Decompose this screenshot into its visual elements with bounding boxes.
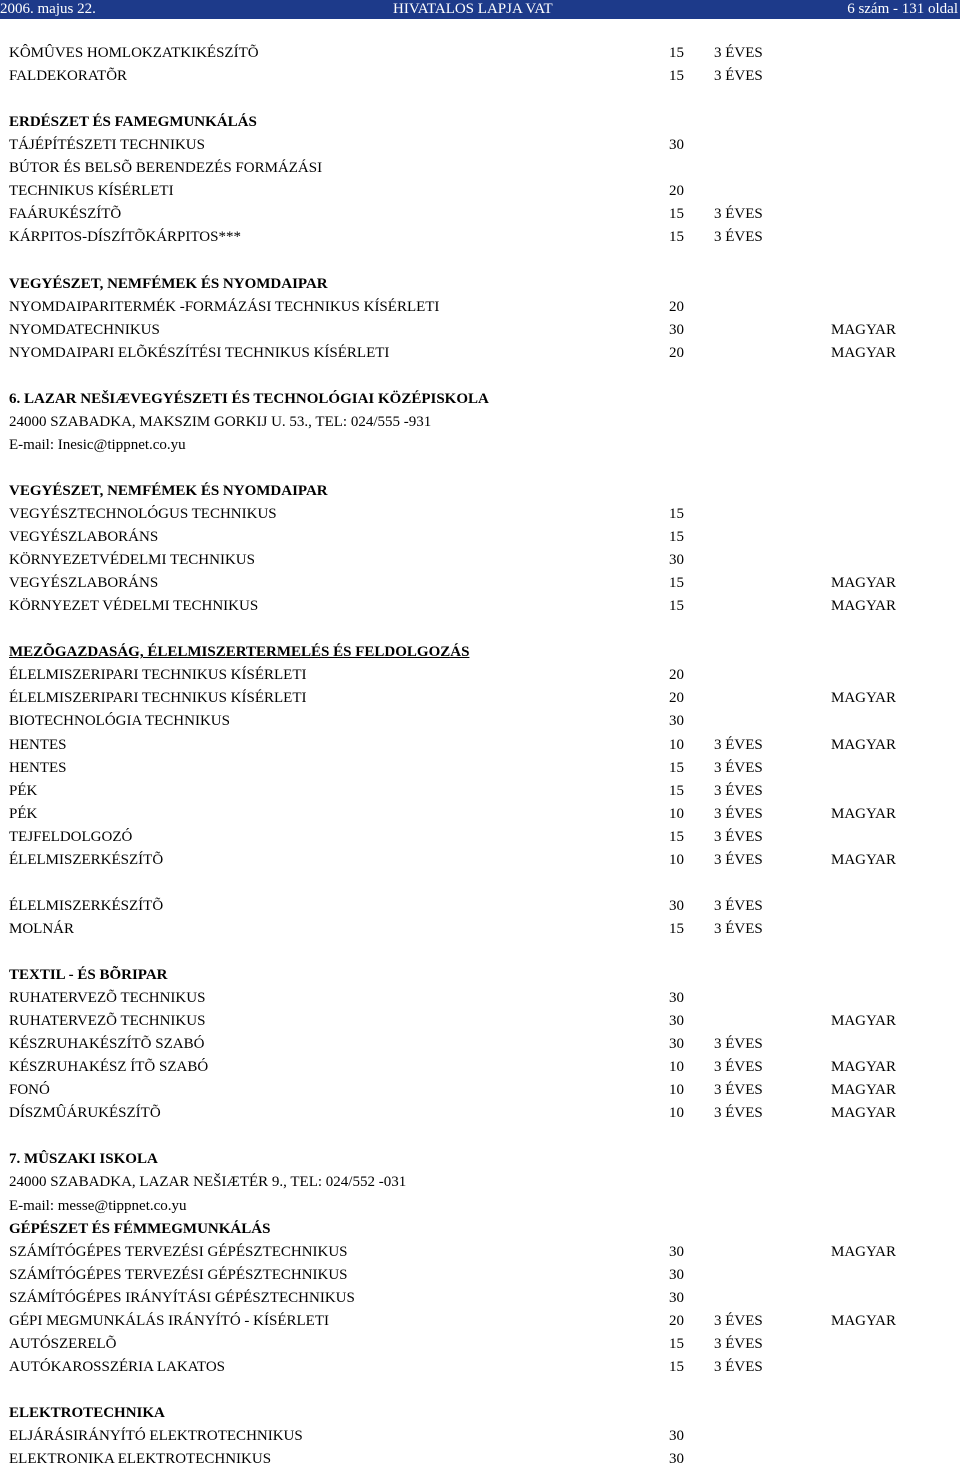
- program-name: ELEKTRONIKA ELEKTROTECHNIKUS: [9, 1451, 272, 1467]
- program-duration: 3 ÉVES: [714, 897, 763, 914]
- program-count: 30: [669, 321, 684, 338]
- program-name: MOLNÁR: [9, 920, 75, 937]
- program-name: ÉLELMISZERKÉSZÍTÕ: [9, 897, 164, 914]
- program-name: TECHNIKUS KÍSÉRLETI: [9, 183, 174, 200]
- program-name: TEJFELDOLGOZÓ: [9, 828, 133, 845]
- list-item: [0, 1333, 960, 1355]
- program-name: AUTÓSZERELÕ: [9, 1335, 117, 1352]
- list-item: [0, 342, 960, 364]
- section-heading: [0, 1218, 960, 1240]
- program-language: MAGYAR: [831, 736, 897, 753]
- program-language: MAGYAR: [831, 851, 897, 868]
- list-item: [0, 1195, 960, 1217]
- program-language: MAGYAR: [831, 690, 897, 707]
- list-item: [0, 503, 960, 525]
- program-count: 30: [669, 1428, 684, 1444]
- program-count: 15: [669, 206, 684, 223]
- list-item: [0, 157, 960, 179]
- list-item: [0, 987, 960, 1009]
- list-item: [0, 1241, 960, 1263]
- program-duration: 3 ÉVES: [714, 805, 763, 822]
- section-title: ERDÉSZET ÉS FAMEGMUNKÁLÁS: [9, 114, 257, 131]
- program-count: 30: [669, 552, 684, 569]
- list-item: [0, 434, 960, 456]
- program-name: PÉK: [9, 782, 38, 799]
- section-title: ELEKTROTECHNIKA: [9, 1404, 165, 1421]
- list-item: [0, 411, 960, 433]
- program-count: 15: [669, 598, 684, 615]
- program-name: NYOMDAIPARITERMÉK -FORMÁZÁSI TECHNIKUS KÍSÉRLETI: [9, 298, 440, 315]
- program-name: KÖRNYEZETVÉDELMI TECHNIKUS: [9, 552, 255, 569]
- section-heading: [0, 273, 960, 295]
- section-heading: [0, 388, 960, 410]
- program-count: 30: [669, 1243, 684, 1260]
- program-name: VEGYÉSZLABORÁNS: [9, 575, 159, 592]
- program-count: 30: [669, 1289, 684, 1306]
- program-duration: 3 ÉVES: [714, 45, 763, 61]
- program-name: ELJÁRÁSIRÁNYÍTÓ ELEKTROTECHNIKUS: [9, 1428, 303, 1444]
- program-duration: 3 ÉVES: [714, 782, 763, 799]
- section-heading: [0, 111, 960, 133]
- program-count: 20: [669, 1312, 684, 1329]
- program-count: 15: [669, 782, 684, 799]
- program-name: BÚTOR ÉS BELSÕ BERENDEZÉS FORMÁZÁSI: [9, 160, 323, 177]
- list-item: [0, 549, 960, 571]
- program-name: 24000 SZABADKA, LAZAR NEŠIÆTÉR 9., TEL: 024/552 -031: [9, 1174, 407, 1191]
- program-name: KÉSZRUHAKÉSZÍTÕ SZABÓ: [9, 1036, 205, 1053]
- header-date: 2006. majus 22.: [0, 1, 96, 17]
- section-heading: [0, 1402, 960, 1424]
- program-name: ÉLELMISZERIPARI TECHNIKUS KÍSÉRLETI: [9, 690, 307, 707]
- program-duration: 3 ÉVES: [714, 206, 763, 223]
- program-name: FALDEKORATÕR: [9, 68, 128, 84]
- list-item: [0, 572, 960, 594]
- program-count: 20: [669, 298, 684, 315]
- program-name: E-mail: Inesic@tippnet.co.yu: [9, 436, 186, 453]
- program-language: MAGYAR: [831, 1059, 897, 1076]
- program-count: 10: [669, 851, 684, 868]
- program-duration: 3 ÉVES: [714, 1082, 763, 1099]
- section-title: VEGYÉSZET, NEMFÉMEK ÉS NYOMDAIPAR: [9, 275, 328, 292]
- program-count: 10: [669, 736, 684, 753]
- section-title: GÉPÉSZET ÉS FÉMMEGMUNKÁLÁS: [9, 1220, 271, 1237]
- header-title: HIVATALOS LAPJA VAT: [393, 1, 553, 17]
- program-name: FONÓ: [9, 1082, 50, 1099]
- list-item: [0, 296, 960, 318]
- program-count: 20: [669, 667, 684, 684]
- program-name: ÉLELMISZERIPARI TECHNIKUS KÍSÉRLETI: [9, 667, 307, 684]
- program-duration: 3 ÉVES: [714, 851, 763, 868]
- program-count: 15: [669, 1358, 684, 1375]
- section-heading: [0, 964, 960, 986]
- program-name: HENTES: [9, 759, 67, 776]
- program-language: MAGYAR: [831, 575, 897, 592]
- program-name: SZÁMÍTÓGÉPES IRÁNYÍTÁSI GÉPÉSZTECHNIKUS: [9, 1289, 355, 1306]
- program-duration: 3 ÉVES: [714, 828, 763, 845]
- program-name: RUHATERVEZÕ TECHNIKUS: [9, 990, 206, 1006]
- list-item: [0, 1033, 960, 1055]
- program-name: SZÁMÍTÓGÉPES TERVEZÉSI GÉPÉSZTECHNIKUS: [9, 1266, 348, 1283]
- program-count: 20: [669, 344, 684, 361]
- list-item: [0, 1356, 960, 1378]
- list-item: [0, 757, 960, 779]
- program-name: HENTES: [9, 736, 67, 753]
- program-name: TÁJÉPÍTÉSZETI TECHNIKUS: [9, 137, 205, 154]
- list-item: [0, 664, 960, 686]
- program-name: BIOTECHNOLÓGIA TECHNIKUS: [9, 713, 230, 730]
- section-title: VEGYÉSZET, NEMFÉMEK ÉS NYOMDAIPAR: [9, 483, 328, 499]
- program-language: MAGYAR: [831, 344, 897, 361]
- program-count: 30: [669, 990, 684, 1006]
- program-name: KÖRNYEZET VÉDELMI TECHNIKUS: [9, 598, 259, 615]
- list-item: [0, 734, 960, 756]
- program-name: E-mail: messe@tippnet.co.yu: [9, 1197, 187, 1214]
- section-title: TEXTIL - ÉS BÕRIPAR: [9, 967, 168, 983]
- list-item: [0, 180, 960, 202]
- program-count: 30: [669, 1451, 684, 1467]
- list-item: [0, 595, 960, 617]
- program-count: 10: [669, 1082, 684, 1099]
- section-heading: [0, 480, 960, 502]
- list-item: [0, 319, 960, 341]
- section-heading: [0, 1148, 960, 1170]
- program-name: AUTÓKAROSSZÉRIA LAKATOS: [9, 1358, 225, 1375]
- program-count: 30: [669, 137, 684, 154]
- program-name: KÔMÛVES HOMLOKZATKIKÉSZÍTÕ: [9, 45, 259, 61]
- program-name: VEGYÉSZLABORÁNS: [9, 529, 159, 546]
- program-count: 15: [669, 1335, 684, 1352]
- section-title: 7. MÛSZAKI ISKOLA: [9, 1151, 158, 1168]
- program-count: 15: [669, 529, 684, 546]
- list-item: [0, 526, 960, 548]
- list-item: [0, 710, 960, 732]
- program-duration: 3 ÉVES: [714, 229, 763, 246]
- list-item: [0, 1079, 960, 1101]
- header-page-number: 6 szám - 131 oldal: [847, 1, 958, 17]
- program-count: 15: [669, 506, 684, 522]
- program-name: 24000 SZABADKA, MAKSZIM GORKIJ U. 53., TEL: 024/555 -931: [9, 413, 432, 430]
- program-name: RUHATERVEZÕ TECHNIKUS: [9, 1013, 206, 1030]
- program-name: VEGYÉSZTECHNOLÓGUS TECHNIKUS: [9, 506, 277, 522]
- program-count: 30: [669, 1013, 684, 1030]
- program-count: 10: [669, 805, 684, 822]
- program-duration: 3 ÉVES: [714, 1335, 763, 1352]
- list-item: [0, 849, 960, 871]
- section-title: 6. LAZAR NEŠIÆVEGYÉSZETI ÉS TECHNOLÓGIAI KÖZÉPISKOLA: [9, 390, 489, 407]
- list-item: [0, 226, 960, 248]
- program-count: 10: [669, 1105, 684, 1122]
- program-language: MAGYAR: [831, 1312, 897, 1329]
- program-name: FAÁRUKÉSZÍTÕ: [9, 206, 122, 223]
- list-item: [0, 1264, 960, 1286]
- list-item: [0, 1425, 960, 1447]
- program-count: 15: [669, 45, 684, 61]
- program-name: NYOMDATECHNIKUS: [9, 321, 160, 338]
- program-duration: 3 ÉVES: [714, 1036, 763, 1053]
- program-language: MAGYAR: [831, 1082, 897, 1099]
- list-item: [0, 65, 960, 87]
- program-count: 15: [669, 920, 684, 937]
- program-language: MAGYAR: [831, 805, 897, 822]
- program-duration: 3 ÉVES: [714, 1105, 763, 1122]
- program-duration: 3 ÉVES: [714, 1358, 763, 1375]
- program-count: 20: [669, 183, 684, 200]
- program-count: 30: [669, 897, 684, 914]
- program-duration: 3 ÉVES: [714, 1312, 763, 1329]
- program-name: NYOMDAIPARI ELÕKÉSZÍTÉSI TECHNIKUS KÍSÉRLETI: [9, 344, 390, 361]
- list-item: [0, 1171, 960, 1193]
- list-item: [0, 918, 960, 940]
- program-language: MAGYAR: [831, 321, 897, 338]
- list-item: [0, 1448, 960, 1470]
- list-item: [0, 203, 960, 225]
- program-language: MAGYAR: [831, 1243, 897, 1260]
- program-count: 15: [669, 759, 684, 776]
- program-name: ÉLELMISZERKÉSZÍTÕ: [9, 851, 164, 868]
- program-name: GÉPI MEGMUNKÁLÁS IRÁNYÍTÓ - KÍSÉRLETI: [9, 1312, 329, 1329]
- program-count: 30: [669, 1036, 684, 1053]
- program-name: SZÁMÍTÓGÉPES TERVEZÉSI GÉPÉSZTECHNIKUS: [9, 1243, 348, 1260]
- list-item: [0, 1287, 960, 1309]
- program-duration: 3 ÉVES: [714, 736, 763, 753]
- list-item: [0, 1310, 960, 1332]
- list-item: [0, 803, 960, 825]
- program-count: 15: [669, 828, 684, 845]
- program-language: MAGYAR: [831, 1105, 897, 1122]
- section-title: MEZÕGAZDASÁG, ÉLELMISZERTERMELÉS ÉS FELDOLGOZÁS: [9, 644, 470, 661]
- program-duration: 3 ÉVES: [714, 1059, 763, 1076]
- program-count: 10: [669, 1059, 684, 1076]
- program-language: MAGYAR: [831, 1013, 897, 1030]
- program-count: 15: [669, 575, 684, 592]
- list-item: [0, 1010, 960, 1032]
- program-count: 15: [669, 68, 684, 84]
- list-item: [0, 1056, 960, 1078]
- program-count: 15: [669, 229, 684, 246]
- list-item: [0, 687, 960, 709]
- list-item: [0, 780, 960, 802]
- program-count: 30: [669, 1266, 684, 1283]
- program-duration: 3 ÉVES: [714, 68, 763, 84]
- program-name: KÉSZRUHAKÉSZ ÍTÕ SZABÓ: [9, 1059, 209, 1076]
- list-item: [0, 895, 960, 917]
- list-item: [0, 1102, 960, 1124]
- program-duration: 3 ÉVES: [714, 920, 763, 937]
- program-count: 20: [669, 690, 684, 707]
- list-item: [0, 42, 960, 64]
- program-name: DÍSZMÛÁRUKÉSZÍTÕ: [9, 1105, 161, 1122]
- list-item: [0, 134, 960, 156]
- program-duration: 3 ÉVES: [714, 759, 763, 776]
- program-language: MAGYAR: [831, 598, 897, 615]
- section-heading: [0, 641, 960, 663]
- program-name: KÁRPITOS-DÍSZÍTÕKÁRPITOS***: [9, 229, 241, 246]
- list-item: [0, 826, 960, 848]
- program-count: 30: [669, 713, 684, 730]
- program-name: PÉK: [9, 805, 38, 822]
